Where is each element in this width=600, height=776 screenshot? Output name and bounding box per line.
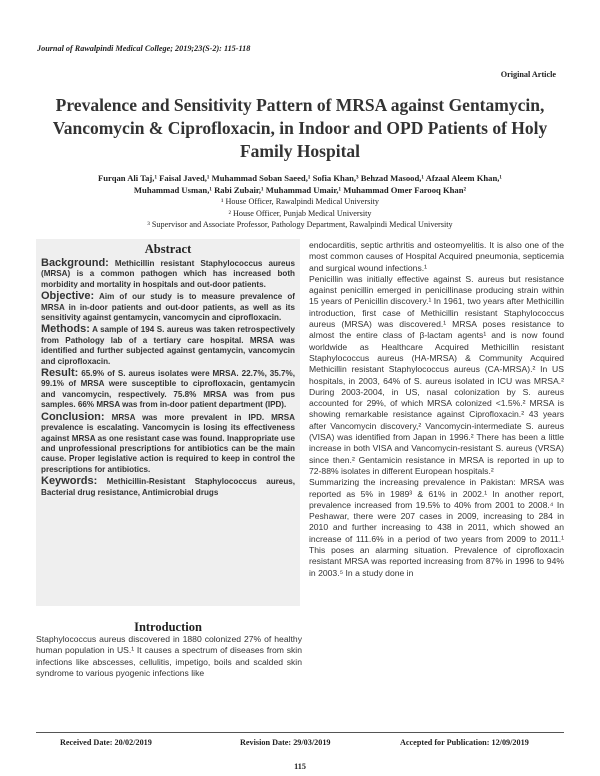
affiliation-3: ³ Supervisor and Associate Professor, Pathology Department, Rawalpindi Medical University — [147, 220, 453, 229]
keywords-text: Methicillin-Resistant Staphylococcus aureus, Bacterial drug resistance, Antimicrobial drugs — [41, 477, 296, 497]
right-paragraph-2: Penicillin was initially effective against S. aureus but resistance against penicillin emerged in penicillinase producing strain within 15 years of Penicillin discovery.¹ In 1961, two years after Methicillin introduction, first case of Methicillin resistant Staphylococcus aureus (MRSA) was discovered.¹ MRSA poses resistance to almost the entire class of β-lactam agents¹ and is now found worldwide as Healthcare Acquired Methicillin resistant Staphylococcus aureus (HA-MRSA) & Community Acquired Methicillin resistant Staphylococcus aureus (CA-MRSA).² In US hospitals, in 2003, 64% of S. aureus isolated in ICU was MRSA.² During 2003-2004, in US, nasal colonization by S. aureus accounted for 29%, of which MRSA colonized <1.5%.² MRSA is showing remarkable resistance against Ciprofloxacin.² 43 years after Vancomycin discovery,² Vancomycin-intermediate S. aureus (VISA) was identified from Japan in 1996.² There has been a little increase in both VISA and Vancomycin-resistant S. aureus (VRSA) since then.² Gentamicin resistance in MRSA is reported in up to 72-88% isolates in different European hospitals.² — [309, 273, 564, 476]
article-type: Original Article — [500, 70, 556, 79]
footer-divider — [36, 732, 564, 733]
paper-title: Prevalence and Sensitivity Pattern of MRSA against Gentamycin, Vancomycin & Ciprofloxacin, in Indoor and OPD Patients of Holy Family Hospital — [52, 95, 548, 161]
author-line-1: Furqan Ali Taj,¹ Faisal Javed,¹ Muhammad Soban Saeed,¹ Sofia Khan,³ Behzad Masood,¹ Afzaal Aleem Khan,¹ — [98, 173, 502, 183]
author-line-2: Muhammad Usman,¹ Rabi Zubair,¹ Muhammad Umair,¹ Muhammad Omer Farooq Khan² — [133, 185, 467, 195]
introduction-heading: Introduction — [134, 620, 202, 634]
introduction-text: Staphylococcus aureus discovered in 1880 colonized 27% of healthy human population in US.¹ It causes a spectrum of diseases from skin infections like abscesses, cellulitis, impetigo, boils and scalded skin syndrome to various pyogenic infections like — [36, 634, 302, 678]
abstract-keywords — [41, 476, 295, 498]
journal-citation: Journal of Rawalpindi Medical College; 2019;23(S-2): 115-118 — [37, 44, 251, 53]
methods-text: A sample of 194 S. aureus was taken retrospectively from Pathology lab of a tertiary care hospital. MRSA was identified and further subjected against gentamycin, vancomycin and ciprofloxacin. — [41, 325, 295, 366]
right-column — [309, 240, 564, 579]
background-text: Methicillin resistant Staphylococcus aureus (MRSA) is a common pathogen which has increased both morbidity and mortality in hospitals and out-door patients. — [41, 259, 296, 289]
affiliation-1: ¹ House Officer, Rawalpindi Medical University — [221, 197, 379, 206]
affiliation-2: ² House Officer, Punjab Medical University — [228, 208, 372, 218]
right-paragraph-1: endocarditis, septic arthritis and osteomyelitis. It is also one of the most common causes of Hospital Acquired pneumonia, septicemia and surgical wound infections.¹ — [309, 240, 564, 273]
revision-date: Revision Date: 29/03/2019 — [240, 738, 331, 747]
background-label: Background: — [41, 257, 109, 269]
conclusion-label: Conclusion: — [41, 410, 105, 423]
abstract-objective — [41, 291, 295, 323]
abstract-conclusion — [41, 412, 295, 475]
page-number: 115 — [294, 762, 306, 771]
result-text: 65.9% of S. aureus isolates were MRSA. 22.7%, 35.7%, 99.1% of MRSA were susceptible to ciprofloxacin, gentamycin and vancomycin, respectively. 75.8% MRSA was from pus samples. 66% MRSA was from in-door patient department (IPD). — [41, 369, 296, 410]
right-paragraph-3: Summarizing the increasing prevalence in Pakistan: MRSA was reported as 5% in 1989³ & 61% in 2002.¹ In another report, prevalence increased from 19.5% to 40% from 2001 to 2008.⁴ In Peshawar, there were 207 cases in 2009, increasing to 284 in 2010 and further increasing to 438 in 2011, which showed an increase of 111.6% in a period of two years from 2009 to 2011.¹ This poses an alarming situation. Prevalence of ciprofloxacin resistant MRSA was reported increasing from 87% in 1996 to 94% in 2003.⁵ In a study done in — [309, 477, 564, 578]
author-list — [40, 172, 560, 196]
methods-label: Methods: — [41, 323, 90, 336]
abstract-body — [41, 258, 295, 499]
objective-text: Aim of our study is to measure prevalence of MRSA in in-door patients and out-door patients, as well as its sensitivity against gentamycin, vancomycin and ciprofloxacin. — [41, 292, 295, 323]
abstract-result — [41, 368, 295, 411]
accepted-date: Accepted for Publication: 12/09/2019 — [400, 738, 529, 747]
abstract-background — [41, 258, 295, 290]
result-label: Result: — [41, 367, 79, 380]
keywords-label: Keywords: — [41, 475, 98, 488]
objective-label: Objective: — [41, 290, 95, 303]
conclusion-text: MRSA was more prevalent in IPD. MRSA prevalence is escalating. Vancomycin is losing its effectiveness against MRSA as one resistant case was found. Inappropriate use and unprofessional prescriptions for antibiotics can be the main cause. Proper legislative action is required to keep in control the prescriptions for antibiotics. — [41, 412, 295, 474]
abstract-heading: Abstract — [144, 242, 192, 256]
affiliations — [40, 196, 560, 231]
abstract-methods — [41, 324, 295, 367]
received-date: Received Date: 20/02/2019 — [60, 738, 152, 747]
